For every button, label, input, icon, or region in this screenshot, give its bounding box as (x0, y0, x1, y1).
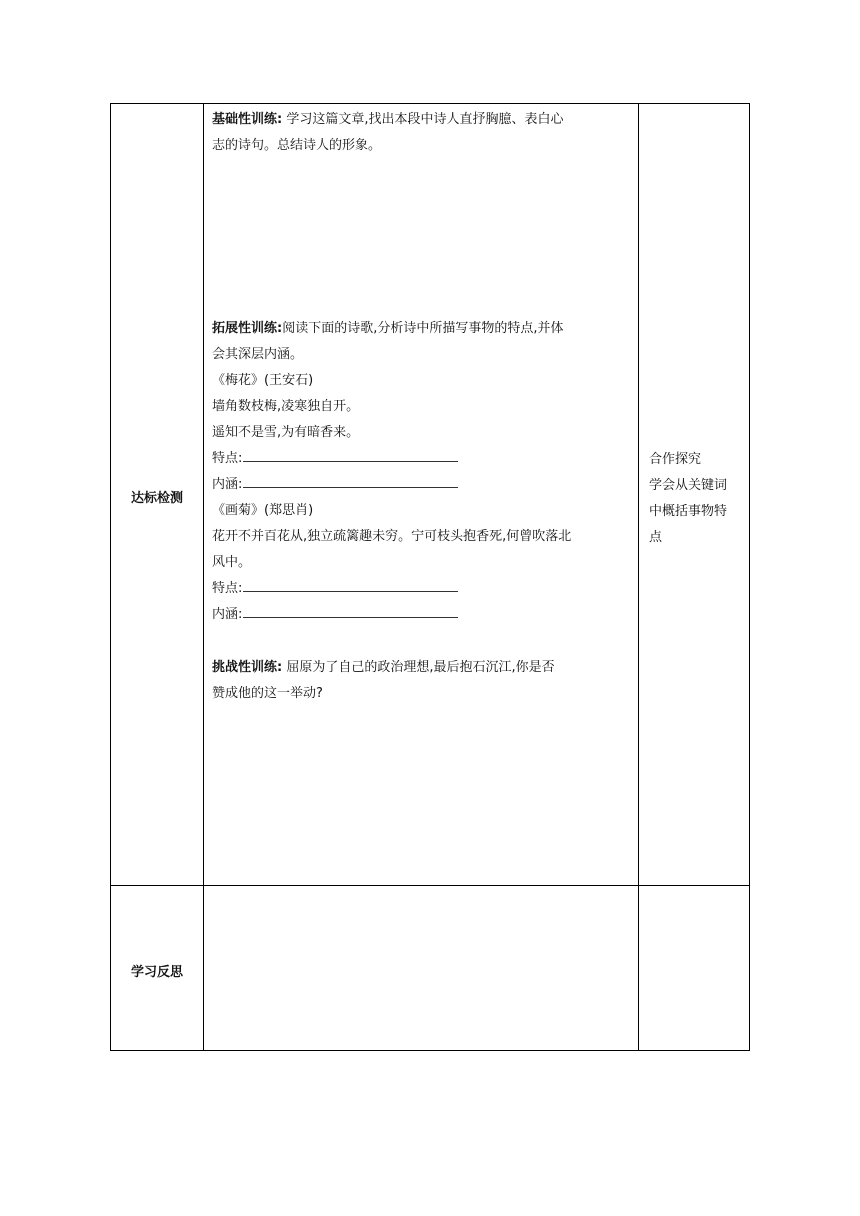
basic-training-title: 基础性训练: (212, 112, 283, 127)
extension-training-title: 拓展性训练: (212, 321, 283, 336)
challenge-training-text-2: 赞成他的这一举动? (212, 686, 323, 701)
poem2-feature-blank[interactable] (243, 579, 458, 592)
row-label-assessment: 达标检测 (130, 491, 183, 506)
poem2-line-2: 风中。 (212, 555, 252, 570)
basic-training-text-1: 学习这篇文章,找出本段中诗人直抒胸臆、表白心 (286, 112, 564, 127)
poem2-line-1: 花开不并百花从,独立疏篱趣未穷。宁可枝头抱香死,何曾吹落北 (212, 529, 572, 544)
poem1-meaning-label: 内涵: (212, 477, 243, 492)
side-note-line-3: 中概括事物特 (649, 504, 728, 519)
poem2-meaning-blank[interactable] (243, 605, 458, 618)
challenge-training-section (212, 655, 632, 707)
basic-training-section (212, 107, 632, 159)
poem2-meaning-label: 内涵: (212, 607, 243, 622)
challenge-training-title: 挑战性训练: (212, 660, 283, 675)
poem1-feature-blank[interactable] (243, 449, 458, 462)
extension-training-text-1: 阅读下面的诗歌,分析诗中所描写事物的特点,并体 (282, 321, 564, 336)
side-note-line-4: 点 (649, 530, 663, 545)
poem1-feature-label: 特点: (212, 451, 243, 466)
reflection-answer-area[interactable] (204, 886, 638, 1050)
poem2-feature-label: 特点: (212, 581, 243, 596)
column-divider-right (638, 104, 639, 1050)
worksheet-table (110, 103, 750, 1051)
basic-training-text-2: 志的诗句。总结诗人的形象。 (212, 138, 382, 153)
poem1-line-1: 墙角数枝梅,凌寒独自开。 (212, 399, 360, 414)
poem1-title: 《梅花》(王安石) (212, 373, 314, 388)
side-note-line-2: 学会从关键词 (649, 478, 728, 493)
poem1-meaning-blank[interactable] (243, 475, 458, 488)
poem1-line-2: 遥知不是雪,为有暗香来。 (212, 425, 360, 440)
poem2-title: 《画菊》(郑思肖) (212, 503, 314, 518)
extension-training-section (212, 316, 632, 628)
extension-training-text-2: 会其深层内涵。 (212, 347, 304, 362)
cooperative-exploration-note (649, 447, 749, 551)
row-label-reflection: 学习反思 (130, 965, 183, 980)
side-note-line-1: 合作探究 (649, 452, 702, 467)
challenge-training-text-1: 屈原为了自己的政治理想,最后抱石沉江,你是否 (286, 660, 555, 675)
